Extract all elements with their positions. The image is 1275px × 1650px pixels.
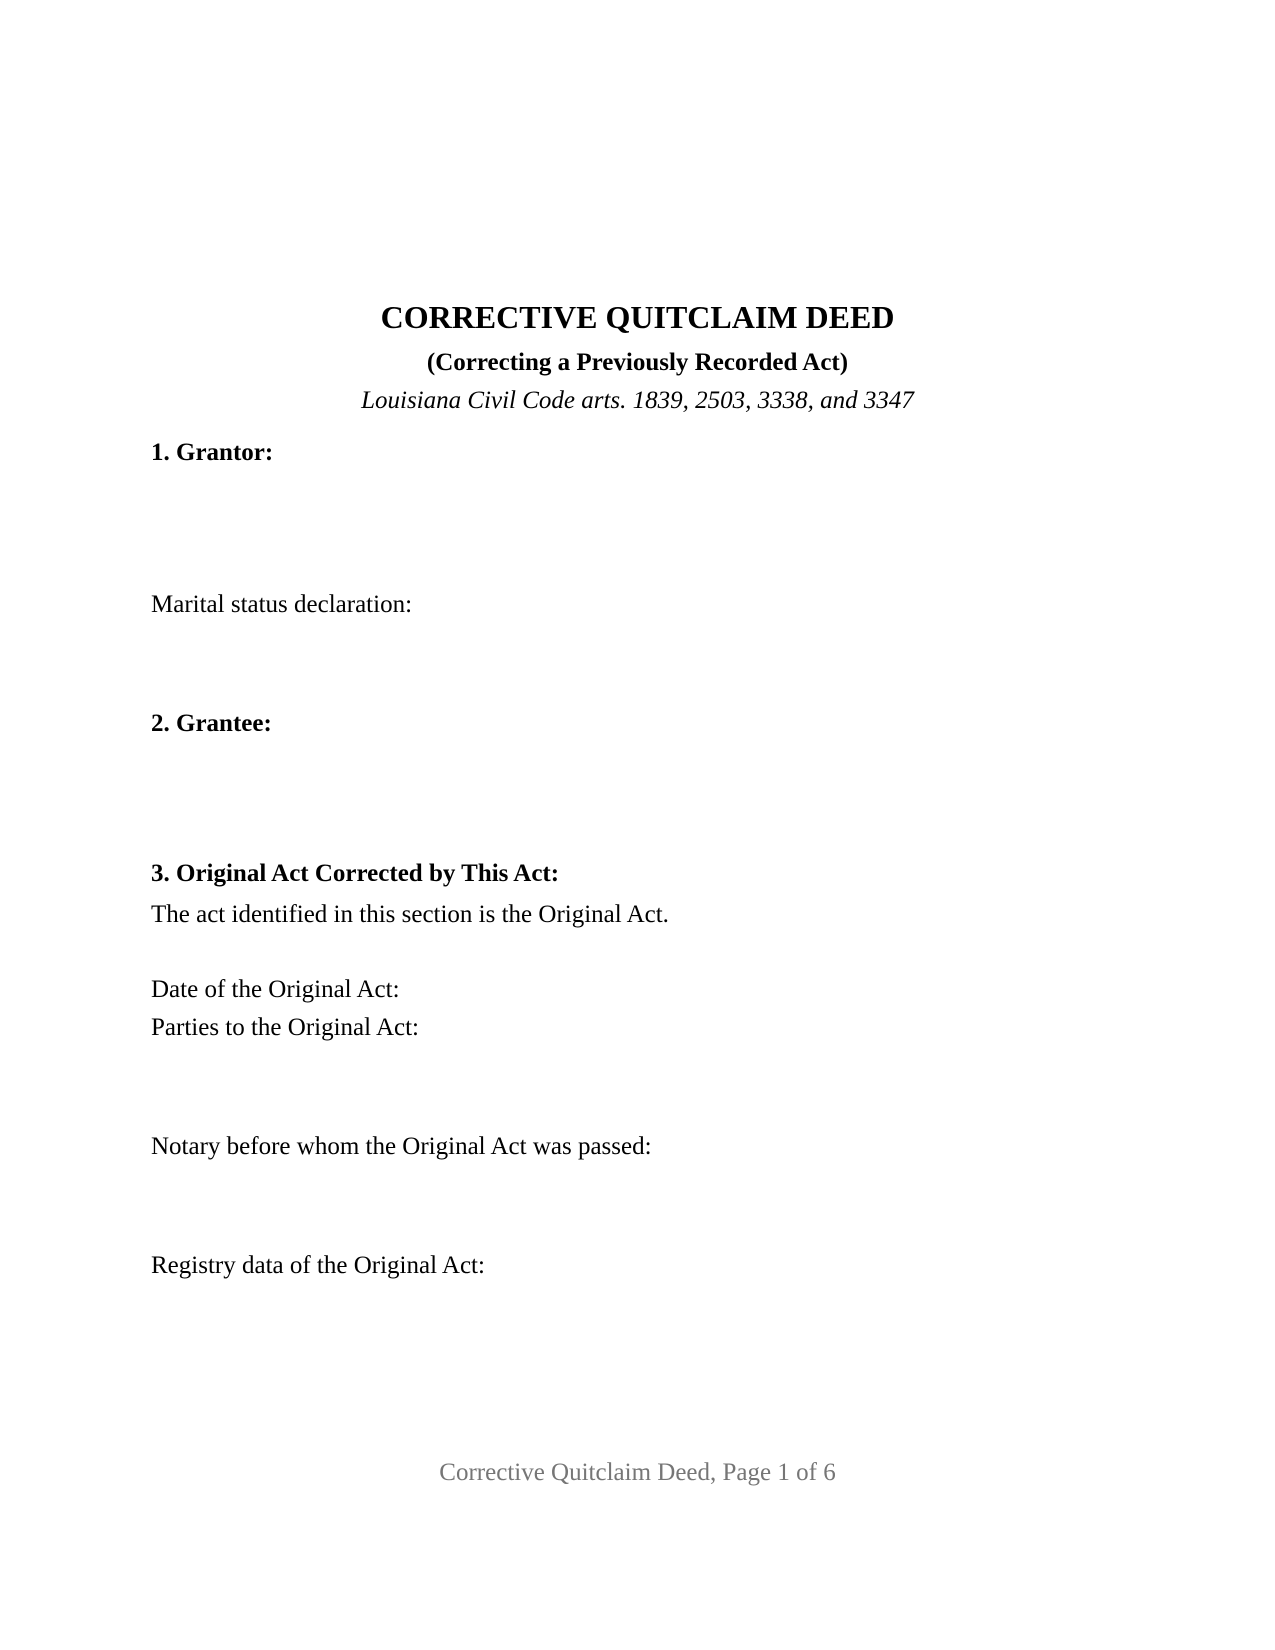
legal-authority: Louisiana Civil Code arts. 1839, 2503, 3338, and 3347 xyxy=(361,387,914,414)
original-act-intro: The act identified in this section is the Original Act. xyxy=(151,901,669,928)
document-subtitle: (Correcting a Previously Recorded Act) xyxy=(426,349,849,376)
section-grantor-heading: 1. Grantor: xyxy=(151,439,274,466)
marital-status-label: Marital status declaration: xyxy=(151,591,413,618)
document-title: CORRECTIVE QUITCLAIM DEED xyxy=(380,299,895,335)
section-grantee-heading: 2. Grantee: xyxy=(151,710,272,737)
original-act-parties-label: Parties to the Original Act: xyxy=(151,1014,420,1041)
section-original-act-heading: 3. Original Act Corrected by This Act: xyxy=(151,860,560,887)
page-footer: Corrective Quitclaim Deed, Page 1 of 6 xyxy=(439,1459,836,1486)
original-act-notary-label: Notary before whom the Original Act was passed: xyxy=(151,1133,652,1160)
original-act-registry-label: Registry data of the Original Act: xyxy=(151,1252,485,1279)
original-act-date-label: Date of the Original Act: xyxy=(151,976,400,1003)
